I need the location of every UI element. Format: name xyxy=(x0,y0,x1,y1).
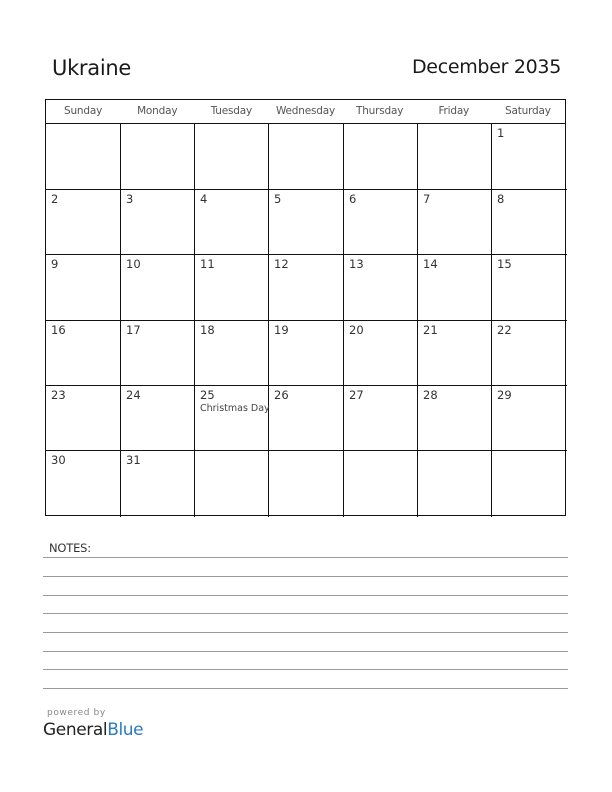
day-cell xyxy=(269,321,344,386)
day-number: 16 xyxy=(51,323,66,337)
weekday-thursday: Thursday xyxy=(356,105,404,117)
day-cell xyxy=(344,386,418,451)
day-cell xyxy=(418,386,492,451)
day-cell xyxy=(121,124,195,190)
day-cell xyxy=(492,190,567,255)
day-cell xyxy=(418,321,492,386)
day-number: 2 xyxy=(51,192,59,206)
day-number: 29 xyxy=(497,388,512,402)
day-number: 24 xyxy=(126,388,141,402)
weekday-monday: Monday xyxy=(137,105,178,117)
day-cell xyxy=(492,124,567,190)
weekday-sunday: Sunday xyxy=(64,105,103,117)
day-cell xyxy=(344,190,418,255)
day-number: 5 xyxy=(274,192,282,206)
notes-line xyxy=(43,557,568,558)
day-number: 27 xyxy=(349,388,364,402)
day-cell xyxy=(418,124,492,190)
day-number: 9 xyxy=(51,257,59,271)
day-cell xyxy=(195,190,269,255)
day-cell xyxy=(121,451,195,517)
notes-line xyxy=(43,613,568,614)
day-number: 23 xyxy=(51,388,66,402)
notes-label: NOTES: xyxy=(49,541,91,555)
day-cell xyxy=(269,255,344,321)
day-number: 13 xyxy=(349,257,364,271)
brand-blue: Blue xyxy=(107,720,144,740)
day-cell xyxy=(46,451,121,517)
day-cell xyxy=(121,255,195,321)
day-number: 7 xyxy=(423,192,431,206)
day-cell xyxy=(269,451,344,517)
country-title: Ukraine xyxy=(52,56,131,80)
day-cell xyxy=(492,451,567,517)
day-cell xyxy=(344,321,418,386)
day-number: 15 xyxy=(497,257,512,271)
day-cell xyxy=(492,255,567,321)
day-cell xyxy=(418,190,492,255)
day-number: 18 xyxy=(200,323,215,337)
brand-general: General xyxy=(43,720,108,740)
day-cell xyxy=(121,321,195,386)
day-number: 1 xyxy=(497,126,505,140)
notes-line xyxy=(43,688,568,689)
day-cell xyxy=(418,255,492,321)
day-cell xyxy=(46,190,121,255)
weekday-tuesday: Tuesday xyxy=(210,105,253,117)
day-number: 6 xyxy=(349,192,357,206)
notes-line xyxy=(43,576,568,577)
day-cell xyxy=(418,451,492,517)
day-number: 25 xyxy=(200,388,215,402)
day-number: 26 xyxy=(274,388,289,402)
day-cell xyxy=(269,124,344,190)
day-number: 11 xyxy=(200,257,215,271)
day-cell xyxy=(269,190,344,255)
day-number: 28 xyxy=(423,388,438,402)
day-cell xyxy=(492,321,567,386)
day-number: 22 xyxy=(497,323,512,337)
day-number: 4 xyxy=(200,192,208,206)
day-number: 21 xyxy=(423,323,438,337)
day-number: 3 xyxy=(126,192,134,206)
day-cell xyxy=(46,321,121,386)
generalblue-logo xyxy=(43,720,143,740)
day-cell xyxy=(195,321,269,386)
weekday-header-row xyxy=(46,100,565,124)
weekday-wednesday: Wednesday xyxy=(275,105,335,117)
day-cell xyxy=(121,386,195,451)
day-number: 14 xyxy=(423,257,438,271)
day-cell xyxy=(46,255,121,321)
day-cell xyxy=(195,451,269,517)
notes-line xyxy=(43,669,568,670)
day-cell xyxy=(344,255,418,321)
day-number: 17 xyxy=(126,323,141,337)
day-cell xyxy=(269,386,344,451)
day-cell xyxy=(46,386,121,451)
day-number: 19 xyxy=(274,323,289,337)
day-number: 30 xyxy=(51,453,66,467)
holiday-label: Christmas Day xyxy=(200,403,270,414)
day-number: 31 xyxy=(126,453,141,467)
powered-by-text: powered by xyxy=(47,708,106,718)
calendar-grid xyxy=(45,99,566,516)
notes-line xyxy=(43,595,568,596)
notes-line xyxy=(43,651,568,652)
day-cell xyxy=(195,386,269,451)
notes-line xyxy=(43,632,568,633)
month-year-title: December 2035 xyxy=(411,56,561,78)
day-cell xyxy=(46,124,121,190)
day-number: 8 xyxy=(497,192,505,206)
weekday-friday: Friday xyxy=(438,105,470,117)
day-number: 20 xyxy=(349,323,364,337)
day-cell xyxy=(195,255,269,321)
day-cell xyxy=(492,386,567,451)
weekday-saturday: Saturday xyxy=(505,105,551,117)
day-cell xyxy=(195,124,269,190)
day-number: 10 xyxy=(126,257,141,271)
day-cell xyxy=(344,451,418,517)
day-cell xyxy=(121,190,195,255)
day-cell xyxy=(344,124,418,190)
day-number: 12 xyxy=(274,257,289,271)
